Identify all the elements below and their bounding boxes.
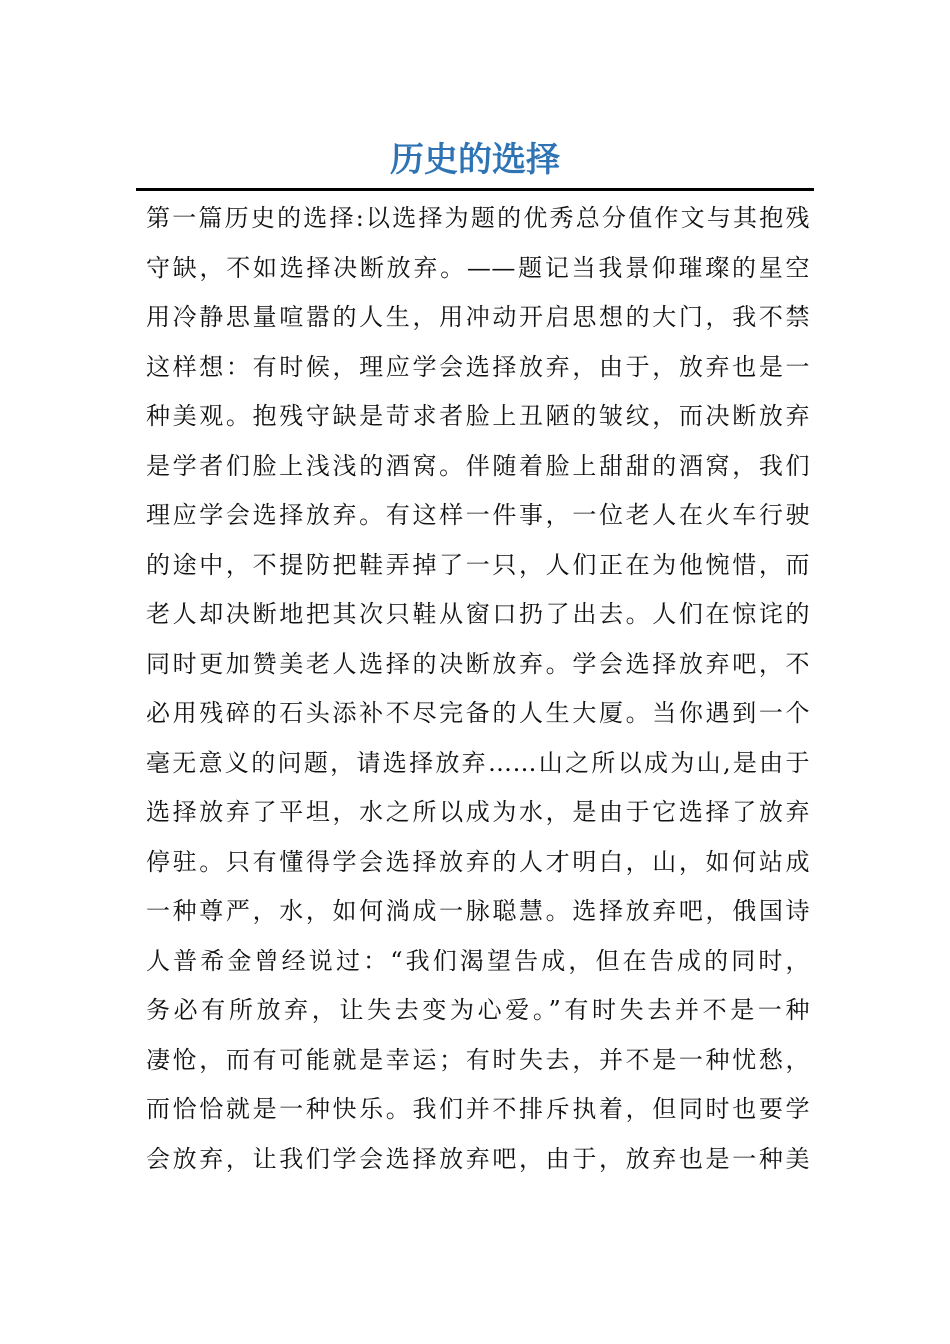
body-line: 选择放弃了平坦，水之所以成为水，是由于它选择了放弃	[146, 798, 810, 826]
body-line: 种美观。抱残守缺是苛求者脸上丑陋的皱纹，而决断放弃	[146, 402, 810, 430]
body-line: 人普希金曾经说过：“我们渴望告成，但在告成的同时，	[146, 946, 810, 975]
title-divider	[136, 188, 814, 191]
body-line: 会放弃，让我们学会选择放弃吧，由于，放弃也是一种美	[146, 1144, 810, 1173]
body-line: 凄怆，而有可能就是幸运；有时失去，并不是一种忧愁，	[146, 1045, 810, 1074]
body-line: 这样想：有时候，理应学会选择放弃，由于，放弃也是一	[146, 352, 810, 381]
body-line: 必用残碎的石头添补不尽完备的人生大厦。当你遇到一个	[146, 699, 810, 727]
body-line: 第一篇历史的选择:以选择为题的优秀总分值作文与其抱残	[146, 204, 810, 232]
document-body	[146, 194, 810, 1184]
body-line: 的途中，不提防把鞋弄掉了一只，人们正在为他惋惜，而	[146, 550, 810, 579]
body-line: 而恰恰就是一种快乐。我们并不排斥执着，但同时也要学	[146, 1095, 810, 1123]
body-line: 毫无意义的问题，请选择放弃……山之所以成为山,是由于	[146, 748, 810, 777]
body-line: 守缺，不如选择决断放弃。——题记当我景仰璀璨的星空	[146, 253, 810, 282]
document-title: 历史的选择	[390, 140, 560, 180]
body-line: 理应学会选择放弃。有这样一件事，一位老人在火车行驶	[146, 501, 810, 529]
body-line: 是学者们脸上浅浅的酒窝。伴随着脸上甜甜的酒窝，我们	[146, 451, 810, 480]
body-line: 用冷静思量喧嚣的人生，用冲动开启思想的大门，我不禁	[146, 303, 810, 331]
body-line: 同时更加赞美老人选择的决断放弃。学会选择放弃吧，不	[146, 649, 810, 678]
body-line: 务必有所放弃，让失去变为心爱。”有时失去并不是一种	[146, 996, 810, 1024]
body-line: 一种尊严，水，如何淌成一脉聪慧。选择放弃吧，俄国诗	[146, 897, 810, 925]
body-line: 老人却决断地把其次只鞋从窗口扔了出去。人们在惊诧的	[146, 600, 810, 628]
body-line: 停驻。只有懂得学会选择放弃的人才明白，山，如何站成	[146, 847, 810, 876]
